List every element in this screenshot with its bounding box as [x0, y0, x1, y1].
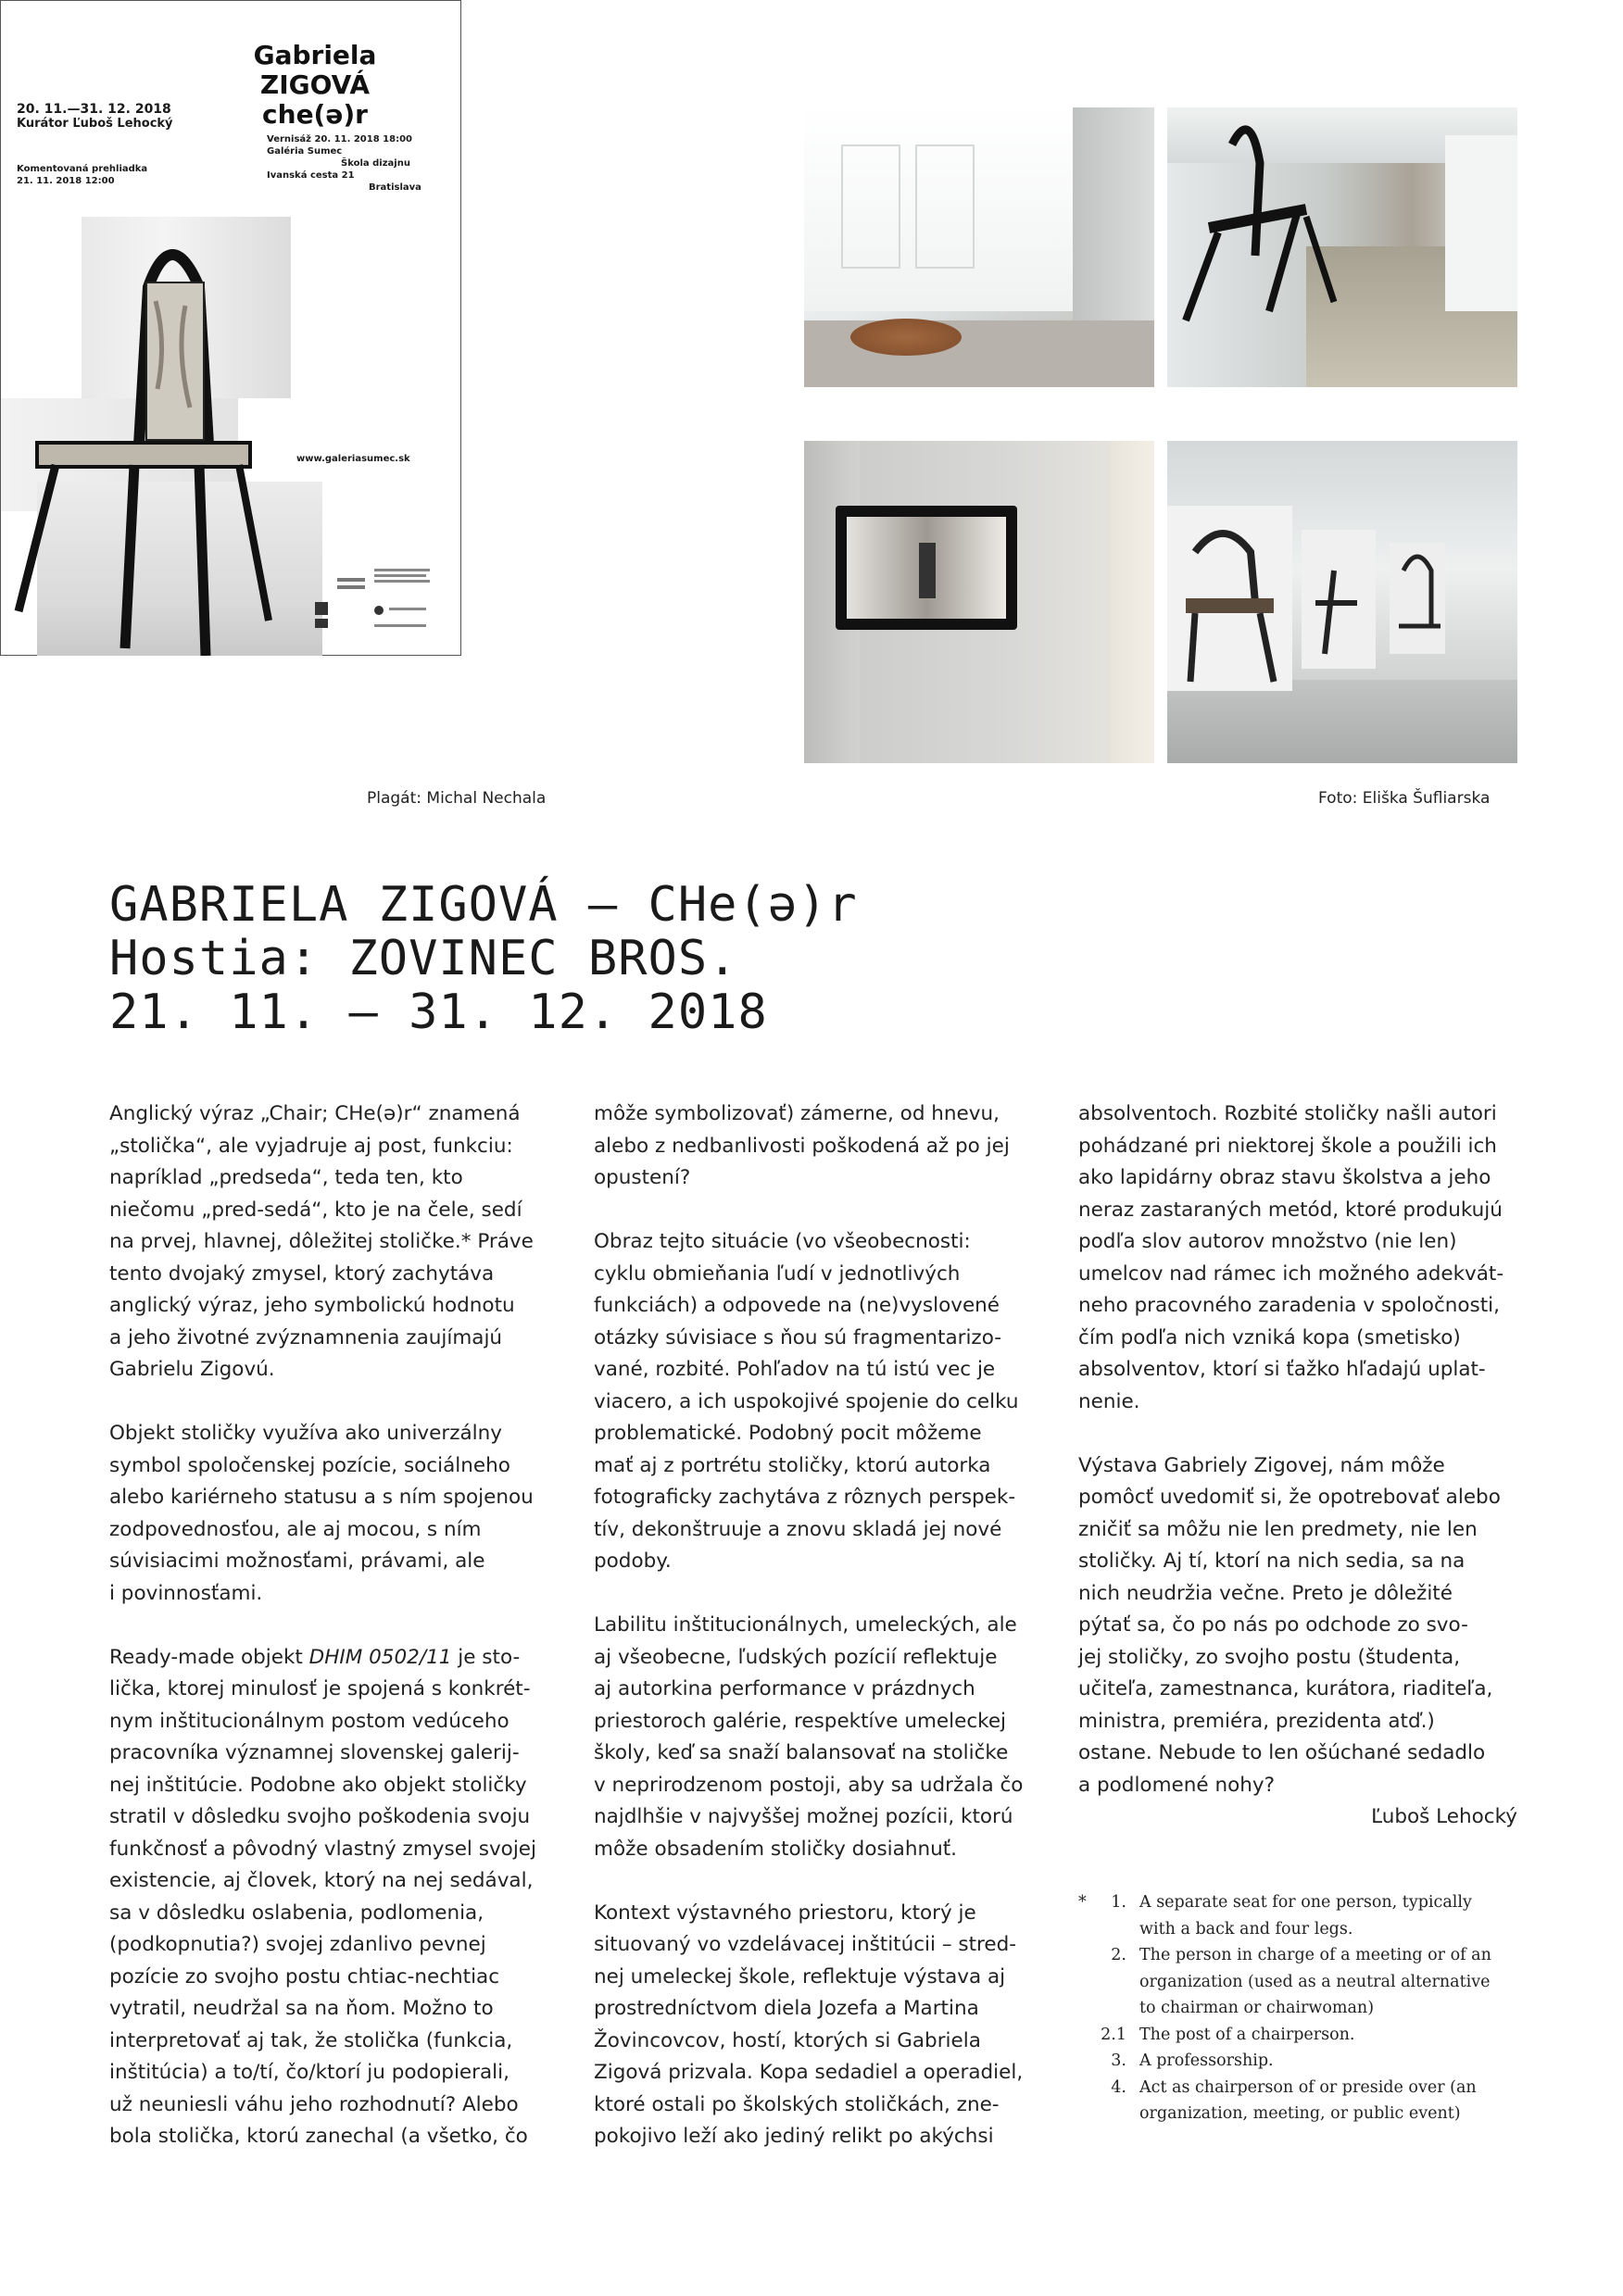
footnote-mark: *: [1078, 1893, 1087, 1912]
paragraph: Výstava Gabriely Zigovej, nám môže pomôcť uvedomiť si, že opotrebovať alebo zničiť sa môžu nie len predmety, nie len stoličky. Aj tí, ktorí na nich sedia, sa na nich neudržia večne. Preto je dôležité pýtať sa, čo po nás po odchode zo svo- jej stoličky, zo svojho postu (študenta, učiteľa, zamestnanca, kurátora, riaditeľa, ministra, premiéra, prezidenta atď.) ostane. Nebude to len ošúchané sedadlo a podlomené nohy?: [1078, 1453, 1501, 1797]
poster-tour-date: 21. 11. 2018 12:00: [17, 176, 115, 186]
paragraph: Ready-made objekt DHIM 0502/11 je sto- lička, ktorej minulosť je spojená s konkrét- nym inštitucionálnym postom vedúceho pracovníka významnej slovenskej galerij- nej inštitúcie. Podobne ako objekt stoličky stratil v dôsledku svojho poškodenia svoju funkčnosť a pôvodný vlastný zmysel svojej existencie, aj človek, ktorý na nej sedával, sa v dôsledku oslabenia, podlomenia, (podkopnutia?) svojej zdanlivo pevnej pozície zo svojho postu chtiac-nechtiac vytratil, neudržal sa na ňom. Možno to interpretovať aj tak, že stolička (funkcia, inštitúcia) a to/tí, čo/ktorí ju podopierali, už neuniesli váhu jeho rozhodnutí? Alebo bola stolička, ktorú zanechal (a všetko, čo: [109, 1645, 536, 2148]
poster-tour-label: Komentovaná prehliadka: [17, 164, 148, 174]
heading-line-title: GABRIELA ZIGOVÁ – CHe(ə)r: [109, 877, 858, 933]
poster-venue-city: Bratislava: [369, 182, 421, 193]
poster-curator: Kurátor Ľuboš Lehocký: [17, 117, 173, 131]
footnote-definitions: [1078, 1889, 1523, 2127]
poster-dates-block: [17, 102, 173, 132]
logo-u-icon: [315, 574, 328, 587]
poster-venue-street: Ivanská cesta 21: [267, 170, 355, 181]
chair-icon: [0, 213, 333, 656]
paragraph: môže symbolizovať) zámerne, od hnevu, alebo z nedbanlivosti poškodená až po jej opustení?: [594, 1102, 1010, 1189]
paragraph: Labilitu inštitucionálnych, umeleckých, ale aj všeobecne, ľudských pozícií reflektuje aj autorkina performance v prázdnych priestoroch galérie, respektíve umeleckej školy, keď sa snaží balansovať na stoličke v neprirodzenom postoji, aby sa udržala čo najdlhšie v najvyššej možnej pozícii, ktorú môže obsadením stoličky dosiahnuť.: [594, 1613, 1024, 1861]
poster-venue-gallery: Galéria Sumec: [267, 146, 343, 157]
photo-caption: Foto: Eliška Šufliarska: [1318, 789, 1491, 808]
poster-url: www.galeriasumec.sk: [296, 454, 410, 464]
paragraph: Objekt stoličky využíva ako univerzálny symbol spoločenskej pozície, sociálneho alebo kariérneho statusu a s ním spojenou zodpovednosťou, ale aj mocou, s ním súvisiacimi možnosťami, právami, ale i povinnosťami.: [109, 1422, 534, 1605]
poster-venue: [267, 133, 421, 194]
footnote-item: 3. A professorship.: [1111, 2051, 1274, 2070]
heading-line-guests: Hostia: ZOVINEC BROS.: [109, 931, 738, 986]
logo-square-icon: [315, 602, 328, 615]
poster-caption: Plagát: Michal Nechala: [367, 789, 547, 808]
poster-title-name: Gabriela ZIGOVÁ: [253, 40, 377, 100]
video-monitor: [836, 506, 1017, 630]
logo-circle-icon: [374, 606, 384, 615]
gallery-photo-window-room: [804, 107, 1154, 387]
logo-bar-icon: [315, 619, 328, 628]
logo-text-line: [337, 585, 365, 589]
object-title: DHIM 0502/11: [308, 1645, 452, 1669]
broken-seats-pile: [850, 319, 962, 356]
logo-text-line: [337, 578, 365, 582]
gallery-photo-corridor: [1167, 107, 1517, 387]
poster-opening: Vernisáž 20. 11. 2018 18:00: [267, 134, 412, 144]
logo-text-line: [374, 580, 430, 583]
poster-dates: 20. 11.—31. 12. 2018: [17, 102, 171, 117]
logo-text-line: [374, 624, 426, 627]
poster-venue-school: Škola dizajnu: [341, 158, 410, 169]
hanging-chair-icon: [1167, 107, 1517, 387]
poster-tour: [17, 163, 147, 187]
poster-title-subtitle: che(ə)r: [262, 99, 368, 130]
gallery-photo-chair-prints: [1167, 441, 1517, 763]
logo-text-line: [374, 574, 426, 577]
logo-text-line: [374, 569, 430, 571]
paragraph: Anglický výraz „Chair; CHe(ə)r“ znamená „stolička“, ale vyjadruje aj post, funkciu: napríklad „predseda“, teda ten, kto niečomu „pred-sedá“, kto je na čele, sedí na prvej, hlavnej, dôležitej stoličke.* Práve tento dvojaký zmysel, ktorý zachytáva anglický výraz, jeho symbolickú hodnotu a jeho životné zvýznamnenia zaujímajú Gabrielu Zigovú.: [109, 1102, 534, 1381]
author-signature: Ľuboš Lehocký: [1371, 1805, 1517, 1828]
footnote-item: 2. The person in charge of a meeting or of an organization (used as a neutral alternative to chairman or chairwoman): [1111, 1946, 1491, 2017]
text-column-2: [594, 1098, 1048, 2153]
article-heading: [109, 878, 858, 1039]
footnote-item: 4. Act as chairperson of or preside over (an organization, meeting, or public event): [1111, 2077, 1477, 2123]
heading-line-dates: 21. 11. — 31. 12. 2018: [109, 985, 768, 1040]
text-column-1: [109, 1098, 563, 2153]
footnote-item: 2.1 The post of a chairperson.: [1101, 2025, 1355, 2044]
paragraph: Kontext výstavného priestoru, ktorý je situovaný vo vzdelávacej inštitúcii – stred- nej umeleckej škole, reflektuje výstava aj prostredníctvom diela Jozefa a Martina Žovincovcov, hostí, ktorých si Gabriela Zigová prizvala. Kopa sedadiel a operadiel, ktoré ostali po školských stoličkách, zne- pokojivo leží ako jediný relikt po akýchsi: [594, 1901, 1024, 2148]
poster-title: [195, 41, 435, 130]
paragraph: absolventoch. Rozbité stoličky našli autori pohádzané pri niektorej škole a použili ich ako lapidárny obraz stavu školstva a jeho neraz zastaraných metód, ktoré produkujú podľa slov autorov množstvo (nie len) umelcov nad rámec ich možného adekvát- neho pracovného zaradenia v spoločnosti, čím podľa nich vzniká kopa (smetisko) absolventov, ktorí si ťažko hľadajú uplat- nenie.: [1078, 1102, 1504, 1413]
footnote-item: * 1. A separate seat for one person, typically with a back and four legs.: [1078, 1889, 1523, 1942]
text-column-3: [1078, 1098, 1532, 1834]
paragraph: Obraz tejto situácie (vo všeobecnosti: cyklu obmieňania ľudí v jednotlivých funkciách) a odpovede na (ne)vyslovené otázky súvisiace s ňou sú fragmentarizo- vané, rozbité. Pohľadov na tú istú vec je viacero, a ich uspokojivé spojenie do celku problematické. Podobný pocit môžeme mať aj z portrétu stoličky, ktorú autorka fotograficky zachytáva z rôznych perspek- tív, dekonštruuje a znovu skladá jej nové podoby.: [594, 1230, 1019, 1573]
exhibition-poster: [0, 0, 461, 656]
chair-prints-icon: [1167, 441, 1517, 763]
gallery-photo-video-screen: [804, 441, 1154, 763]
poster-logos: [315, 565, 445, 639]
logo-text-line: [389, 608, 426, 610]
